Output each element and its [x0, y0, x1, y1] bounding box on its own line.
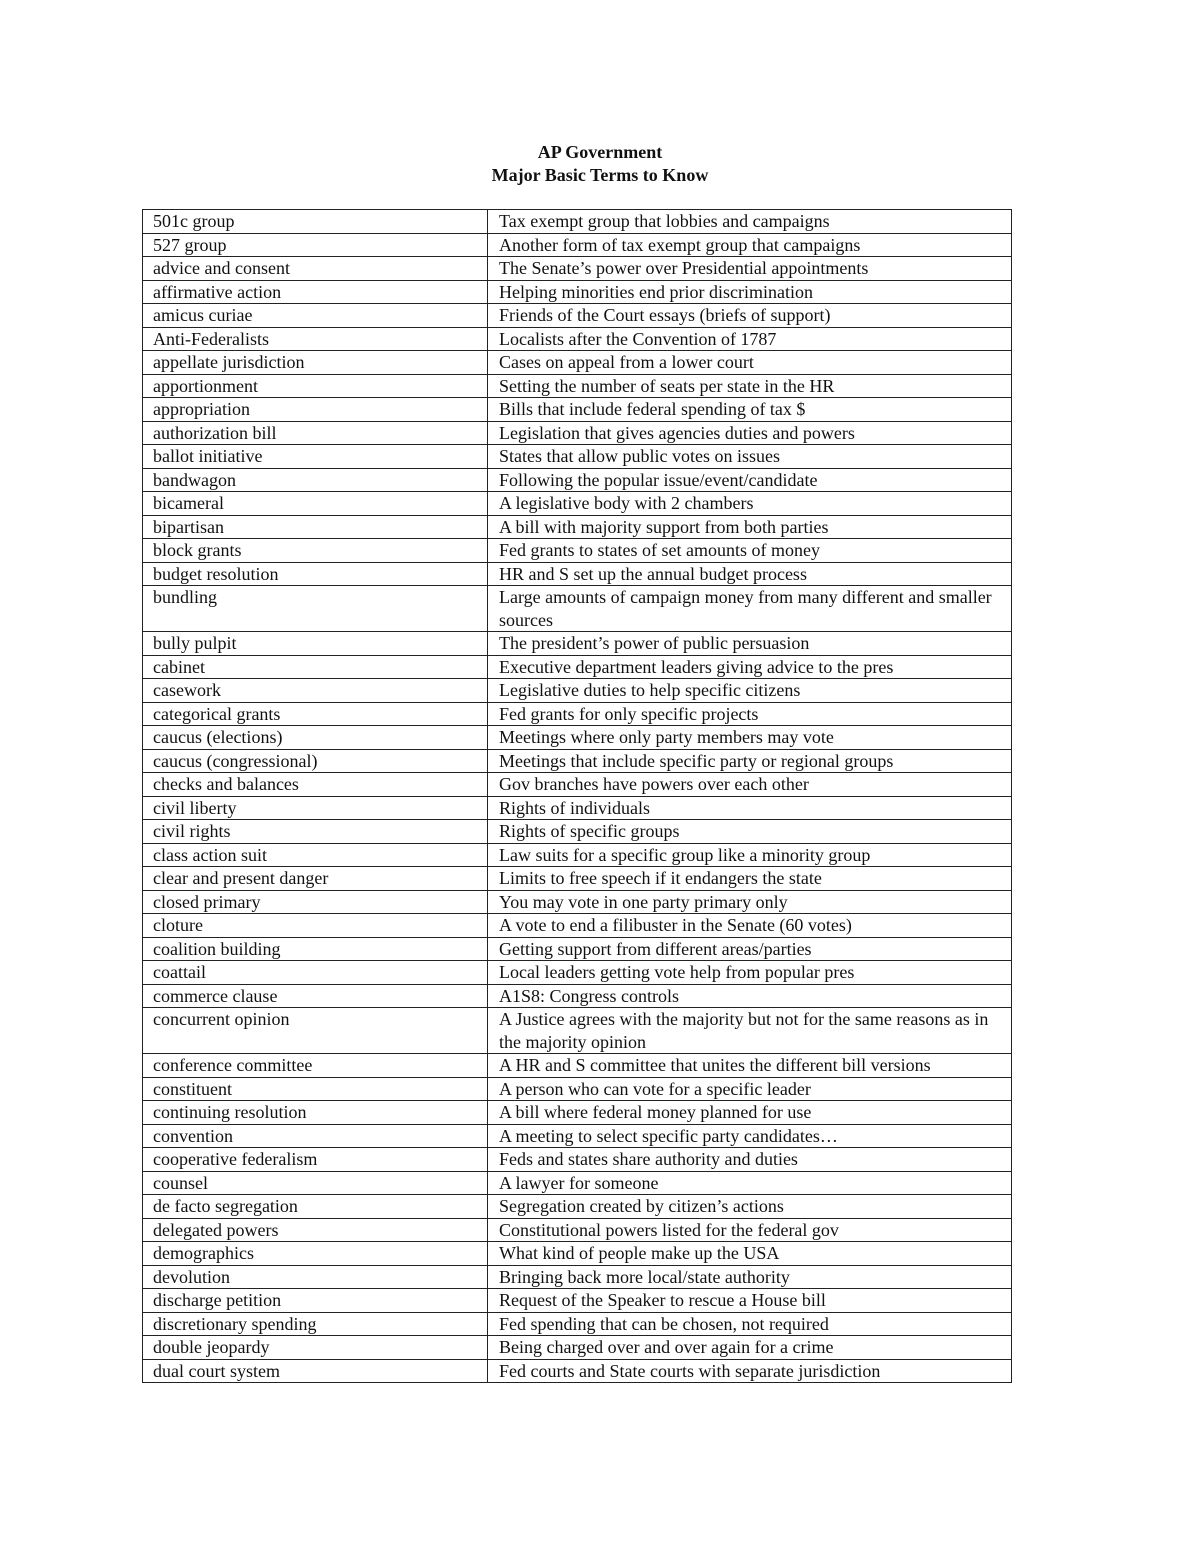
term-cell: cooperative federalism — [143, 1148, 488, 1172]
term-cell: de facto segregation — [143, 1195, 488, 1219]
table-row — [143, 1101, 1012, 1125]
table-row — [143, 1148, 1012, 1172]
term-cell: delegated powers — [143, 1218, 488, 1242]
table-row — [143, 984, 1012, 1008]
term-cell: devolution — [143, 1265, 488, 1289]
table-row — [143, 421, 1012, 445]
table-row — [143, 351, 1012, 375]
term-cell: bicameral — [143, 492, 488, 516]
table-row — [143, 1218, 1012, 1242]
term-cell: counsel — [143, 1171, 488, 1195]
definition-cell: What kind of people make up the USA — [488, 1242, 1012, 1266]
table-row — [143, 1289, 1012, 1313]
table-row — [143, 890, 1012, 914]
term-cell: class action suit — [143, 843, 488, 867]
table-row — [143, 586, 1012, 632]
definition-cell: Friends of the Court essays (briefs of support) — [488, 304, 1012, 328]
term-cell: bandwagon — [143, 468, 488, 492]
table-row — [143, 937, 1012, 961]
definition-cell: Setting the number of seats per state in the HR — [488, 374, 1012, 398]
table-row — [143, 1077, 1012, 1101]
definition-cell: Limits to free speech if it endangers the state — [488, 867, 1012, 891]
table-row — [143, 374, 1012, 398]
term-cell: caucus (elections) — [143, 726, 488, 750]
term-cell: Anti-Federalists — [143, 327, 488, 351]
definition-cell: Bringing back more local/state authority — [488, 1265, 1012, 1289]
table-row — [143, 398, 1012, 422]
table-row — [143, 1265, 1012, 1289]
table-row — [143, 1242, 1012, 1266]
table-row — [143, 1312, 1012, 1336]
term-cell: categorical grants — [143, 702, 488, 726]
term-cell: block grants — [143, 539, 488, 563]
term-cell: conference committee — [143, 1054, 488, 1078]
table-row — [143, 843, 1012, 867]
term-cell: advice and consent — [143, 257, 488, 281]
definition-cell: Tax exempt group that lobbies and campaigns — [488, 210, 1012, 234]
definition-cell: Legislation that gives agencies duties and powers — [488, 421, 1012, 445]
definition-cell: Law suits for a specific group like a minority group — [488, 843, 1012, 867]
term-cell: double jeopardy — [143, 1336, 488, 1360]
table-row — [143, 468, 1012, 492]
table-row — [143, 1359, 1012, 1383]
table-row — [143, 1171, 1012, 1195]
term-cell: bully pulpit — [143, 632, 488, 656]
table-row — [143, 679, 1012, 703]
definition-cell: A1S8: Congress controls — [488, 984, 1012, 1008]
definition-cell: Cases on appeal from a lower court — [488, 351, 1012, 375]
term-cell: constituent — [143, 1077, 488, 1101]
definition-cell: Localists after the Convention of 1787 — [488, 327, 1012, 351]
table-row — [143, 773, 1012, 797]
document-header — [0, 141, 1200, 187]
table-row — [143, 867, 1012, 891]
definition-cell: The Senate’s power over Presidential appointments — [488, 257, 1012, 281]
table-row — [143, 304, 1012, 328]
definition-cell: Fed spending that can be chosen, not required — [488, 1312, 1012, 1336]
table-row — [143, 257, 1012, 281]
definition-cell: Local leaders getting vote help from popular pres — [488, 961, 1012, 985]
table-row — [143, 1336, 1012, 1360]
definition-cell: Helping minorities end prior discrimination — [488, 280, 1012, 304]
definition-cell: Gov branches have powers over each other — [488, 773, 1012, 797]
definition-cell: Meetings that include specific party or regional groups — [488, 749, 1012, 773]
term-cell: cloture — [143, 914, 488, 938]
definition-cell: Fed grants to states of set amounts of money — [488, 539, 1012, 563]
term-cell: coattail — [143, 961, 488, 985]
table-row — [143, 1195, 1012, 1219]
term-cell: demographics — [143, 1242, 488, 1266]
definition-cell: Fed grants for only specific projects — [488, 702, 1012, 726]
table-row — [143, 1124, 1012, 1148]
definition-cell: Rights of specific groups — [488, 820, 1012, 844]
definition-cell: Being charged over and over again for a crime — [488, 1336, 1012, 1360]
definition-cell: A HR and S committee that unites the different bill versions — [488, 1054, 1012, 1078]
definition-cell: Large amounts of campaign money from many different and smaller sources — [488, 586, 1012, 632]
term-cell: caucus (congressional) — [143, 749, 488, 773]
definition-cell: A lawyer for someone — [488, 1171, 1012, 1195]
term-cell: casework — [143, 679, 488, 703]
term-cell: apportionment — [143, 374, 488, 398]
definition-cell: A vote to end a filibuster in the Senate (60 votes) — [488, 914, 1012, 938]
definition-cell: States that allow public votes on issues — [488, 445, 1012, 469]
term-cell: budget resolution — [143, 562, 488, 586]
term-cell: appropriation — [143, 398, 488, 422]
table-row — [143, 445, 1012, 469]
definition-cell: Constitutional powers listed for the federal gov — [488, 1218, 1012, 1242]
table-row — [143, 1054, 1012, 1078]
definition-cell: HR and S set up the annual budget process — [488, 562, 1012, 586]
definition-cell: A legislative body with 2 chambers — [488, 492, 1012, 516]
definition-cell: Fed courts and State courts with separate jurisdiction — [488, 1359, 1012, 1383]
term-cell: 501c group — [143, 210, 488, 234]
table-row — [143, 515, 1012, 539]
definition-cell: Following the popular issue/event/candidate — [488, 468, 1012, 492]
table-row — [143, 539, 1012, 563]
term-cell: convention — [143, 1124, 488, 1148]
table-row — [143, 961, 1012, 985]
term-cell: civil liberty — [143, 796, 488, 820]
table-row — [143, 210, 1012, 234]
definition-cell: Rights of individuals — [488, 796, 1012, 820]
table-row — [143, 233, 1012, 257]
definition-cell: A Justice agrees with the majority but not for the same reasons as in the majority opinion — [488, 1008, 1012, 1054]
terms-table-body — [143, 210, 1012, 1383]
definition-cell: A person who can vote for a specific leader — [488, 1077, 1012, 1101]
table-row — [143, 796, 1012, 820]
term-cell: ballot initiative — [143, 445, 488, 469]
table-row — [143, 562, 1012, 586]
term-cell: civil rights — [143, 820, 488, 844]
definition-cell: Legislative duties to help specific citizens — [488, 679, 1012, 703]
definition-cell: Segregation created by citizen’s actions — [488, 1195, 1012, 1219]
term-cell: checks and balances — [143, 773, 488, 797]
term-cell: appellate jurisdiction — [143, 351, 488, 375]
term-cell: bundling — [143, 586, 488, 632]
terms-table — [142, 209, 1012, 1383]
definition-cell: Request of the Speaker to rescue a House bill — [488, 1289, 1012, 1313]
term-cell: clear and present danger — [143, 867, 488, 891]
table-row — [143, 914, 1012, 938]
term-cell: closed primary — [143, 890, 488, 914]
table-row — [143, 632, 1012, 656]
table-row — [143, 702, 1012, 726]
term-cell: 527 group — [143, 233, 488, 257]
term-cell: amicus curiae — [143, 304, 488, 328]
term-cell: discharge petition — [143, 1289, 488, 1313]
table-row — [143, 726, 1012, 750]
definition-cell: A meeting to select specific party candidates… — [488, 1124, 1012, 1148]
definition-cell: A bill with majority support from both parties — [488, 515, 1012, 539]
table-row — [143, 749, 1012, 773]
definition-cell: A bill where federal money planned for use — [488, 1101, 1012, 1125]
table-row — [143, 327, 1012, 351]
document-title: AP Government — [537, 142, 663, 162]
definition-cell: Another form of tax exempt group that campaigns — [488, 233, 1012, 257]
definition-cell: Getting support from different areas/parties — [488, 937, 1012, 961]
definition-cell: The president’s power of public persuasion — [488, 632, 1012, 656]
definition-cell: Executive department leaders giving advice to the pres — [488, 655, 1012, 679]
definition-cell: You may vote in one party primary only — [488, 890, 1012, 914]
term-cell: continuing resolution — [143, 1101, 488, 1125]
table-row — [143, 1008, 1012, 1054]
term-cell: dual court system — [143, 1359, 488, 1383]
definition-cell: Bills that include federal spending of tax $ — [488, 398, 1012, 422]
term-cell: commerce clause — [143, 984, 488, 1008]
definition-cell: Meetings where only party members may vote — [488, 726, 1012, 750]
term-cell: bipartisan — [143, 515, 488, 539]
document-subtitle: Major Basic Terms to Know — [491, 165, 709, 185]
definition-cell: Feds and states share authority and duties — [488, 1148, 1012, 1172]
term-cell: coalition building — [143, 937, 488, 961]
table-row — [143, 492, 1012, 516]
term-cell: discretionary spending — [143, 1312, 488, 1336]
table-row — [143, 820, 1012, 844]
table-row — [143, 655, 1012, 679]
term-cell: authorization bill — [143, 421, 488, 445]
term-cell: affirmative action — [143, 280, 488, 304]
table-row — [143, 280, 1012, 304]
term-cell: cabinet — [143, 655, 488, 679]
term-cell: concurrent opinion — [143, 1008, 488, 1054]
